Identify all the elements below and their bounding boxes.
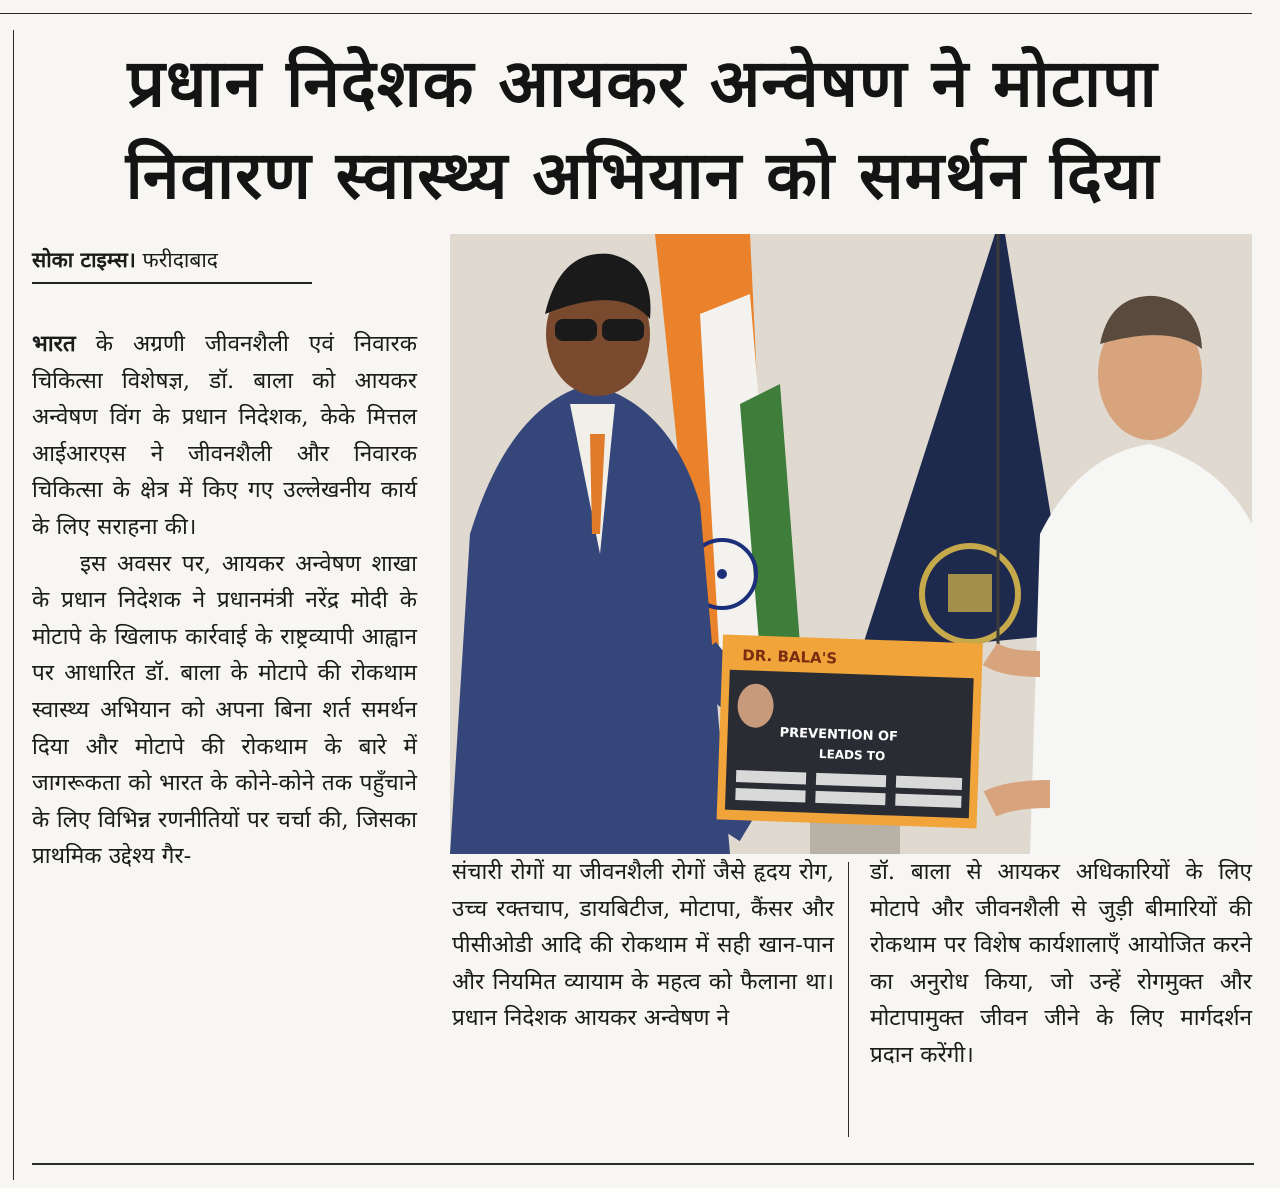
paragraph-1	[32, 326, 417, 546]
article-column-2: संचारी रोगों या जीवनशैली रोगों जैसे हृदय रोग, उच्च रक्तचाप, डायबिटीज, मोटापा, कैंसर और पीसीओडी आदि की रोकथाम में सही खान-पान और नियमित व्यायाम के महत्व को फैलाना था। प्रधान निदेशक आयकर अन्वेषण ने	[452, 859, 834, 1032]
byline-source: सोका टाइम्स।	[32, 248, 136, 272]
left-rule	[13, 30, 14, 1180]
poster-heading: PREVENTION OF	[779, 725, 899, 745]
poster-title: DR. BALA'S	[742, 646, 838, 668]
campaign-poster	[717, 635, 983, 829]
headline	[30, 38, 1255, 222]
poster-subheading: LEADS TO	[818, 746, 886, 764]
top-rule	[0, 13, 1252, 14]
article-column-3: डॉ. बाला से आयकर अधिकारियों के लिए मोटापे और जीवनशैली से जुड़ी बीमारियों की रोकथाम पर विशेष कार्यशालाएँ आयोजित करने का अनुरोध किया, जो उन्हें रोगमुक्त और मोटापामुक्त जीवन जीने के लिए मार्गदर्शन प्रदान करेंगी।	[870, 859, 1252, 1068]
column-divider-1	[848, 862, 849, 1137]
article-column-1	[32, 326, 417, 875]
headline-line-2: निवारण स्वास्थ्य अभियान को समर्थन दिया	[125, 137, 1160, 214]
bottom-rule	[32, 1163, 1254, 1165]
byline	[32, 246, 312, 284]
byline-location: फरीदाबाद	[142, 248, 218, 272]
news-photo	[450, 234, 1252, 854]
paragraph-lead: भारत	[32, 331, 76, 357]
photo-illustration	[450, 234, 1252, 854]
paragraph-1-text: के अग्रणी जीवनशैली एवं निवारक चिकित्सा विशेषज्ञ, डॉ. बाला को आयकर अन्वेषण विंग के प्रधान निदेशक, केके मित्तल आईआरएस ने जीवनशैली और निवारक चिकित्सा के क्षेत्र में किए गए उल्लेखनीय कार्य के लिए सराहना की।	[32, 331, 417, 540]
paragraph-2: इस अवसर पर, आयकर अन्वेषण शाखा के प्रधान निदेशक ने प्रधानमंत्री नरेंद्र मोदी के मोटापे के खिलाफ कार्रवाई के राष्ट्रव्यापी आह्वान पर आधारित डॉ. बाला के मोटापे की रोकथाम स्वास्थ्य अभियान को अपना बिना शर्त समर्थन दिया और मोटापे की रोकथाम के बारे में जागरूकता को भारत के कोने-कोने तक पहुँचाने के लिए विभिन्न रणनीतियों पर चर्चा की, जिसका प्राथमिक उद्देश्य गैर-	[32, 550, 417, 870]
headline-line-1: प्रधान निदेशक आयकर अन्वेषण ने मोटापा	[127, 45, 1158, 122]
